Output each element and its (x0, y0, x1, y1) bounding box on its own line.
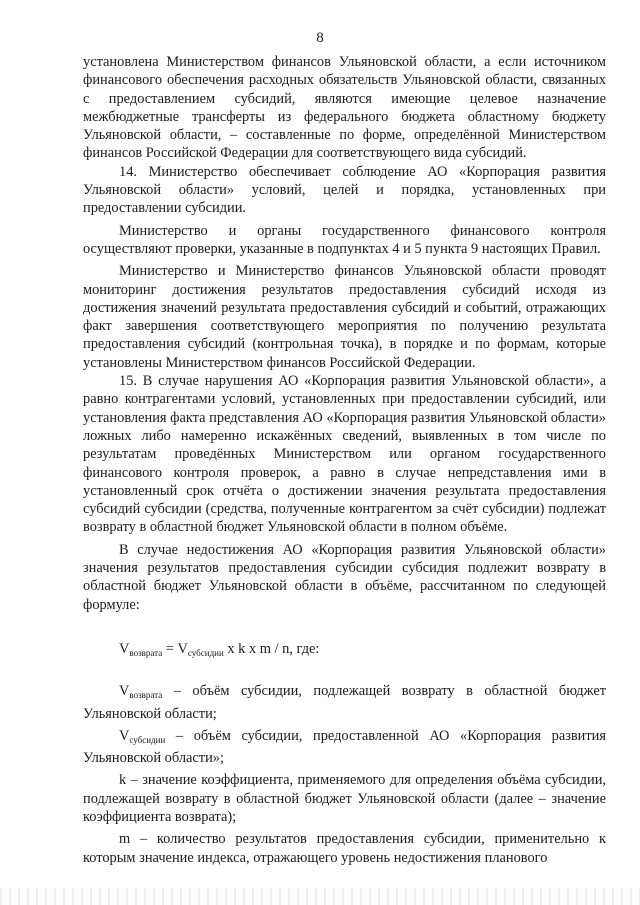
definition-text: – объём субсидии, предоставленной АО «Корпорация развития Ульяновской области»; (83, 727, 606, 767)
definition-v-subsidy (83, 727, 606, 768)
definition-v-return (83, 682, 606, 723)
definition-text: – количество результатов предоставления субсидии, применительно к которым значение индекса, отражающего уровень недостижения планового (83, 831, 606, 866)
definition-symbol: V (119, 727, 130, 744)
return-formula (119, 640, 606, 662)
paragraph-monitoring: Министерство и Министерство финансов Ульяновской области проводят мониторинг достижения результатов предоставления субсидий исходя из достижения значений результата предоставления субсидий и событий, отражающих факт завершения соответствующего мероприятия по получению результата предоставления субсидий (контрольная точка), в порядке и по формам, которые установлены Министерством финансов Российской Федерации. (83, 263, 606, 371)
formula-sub-return: возврата (129, 647, 163, 658)
formula-v-return: V (119, 640, 130, 657)
definition-subscript: возврата (129, 690, 163, 701)
definition-k (83, 771, 606, 826)
definition-text: – значение коэффициента, применяемого для определения объёма субсидии, подлежащей возврату в областной бюджет Ульяновской области (далее – значение коэффициента возврата); (83, 772, 606, 825)
page-number: 8 (316, 30, 324, 46)
paragraph-item-14: 14. Министерство обеспечивает соблюдение АО «Корпорация развития Ульяновской области» условий, целей и порядка, установленных при предоставлении субсидии. (83, 163, 606, 217)
paragraph-continuation: установлена Министерством финансов Ульяновской области, а если источником финансового обеспечения расходных обязательств Ульяновской области, связанных с предоставлением субсидий, являются имеющие целевое назначение межбюджетные трансферты из федерального бюджета областному бюджету Ульяновской области, – составленные по форме, определённой Министерством финансов Российской Федерации для соответствующего вида субсидий. (83, 54, 606, 162)
paragraph-non-achievement: В случае недостижения АО «Корпорация развития Ульяновской области» значения результатов предоставления субсидии субсидия подлежит возврату в областной бюджет Ульяновской области в объёме, рассчитанном по следующей формуле: (83, 541, 606, 613)
formula-equals: = (162, 640, 178, 657)
formula-sub-subsidy: субсидии (187, 647, 224, 658)
scan-artifact-strip (0, 888, 640, 905)
definition-symbol: V (119, 683, 130, 700)
paragraph-item-15: 15. В случае нарушения АО «Корпорация развития Ульяновской области», а равно контрагентами условий, установленных при предоставлении субсидий, или установления факта представления АО «Корпорация развития Ульяновской области» ложных либо намеренно искажённых сведений, выявленных в том числе по результатам проведённых Министерством или органом государственного финансового контроля проверок, а равно в случае непредставления ими в установленный срок отчёта о достижении значения результата предоставления субсидий субсидии (средства, полученные контрагентом за счёт субсидии) подлежат возврату в областной бюджет Ульяновской области в полном объёме. (83, 373, 606, 536)
definition-subscript: субсидии (129, 734, 166, 745)
definition-m (83, 830, 606, 867)
definition-symbol: m (119, 831, 131, 848)
paragraph-inspections: Министерство и органы государственного финансового контроля осуществляют проверки, указанные в подпунктах 4 и 5 пункта 9 настоящих Правил. (83, 222, 606, 257)
document-body (83, 53, 606, 867)
formula-v-subsidy: V (177, 640, 188, 657)
formula-rest: x k x m / n, где: (223, 640, 320, 657)
definition-symbol: k (119, 772, 127, 789)
definition-text: – объём субсидии, подлежащей возврату в областной бюджет Ульяновской области; (83, 683, 606, 722)
